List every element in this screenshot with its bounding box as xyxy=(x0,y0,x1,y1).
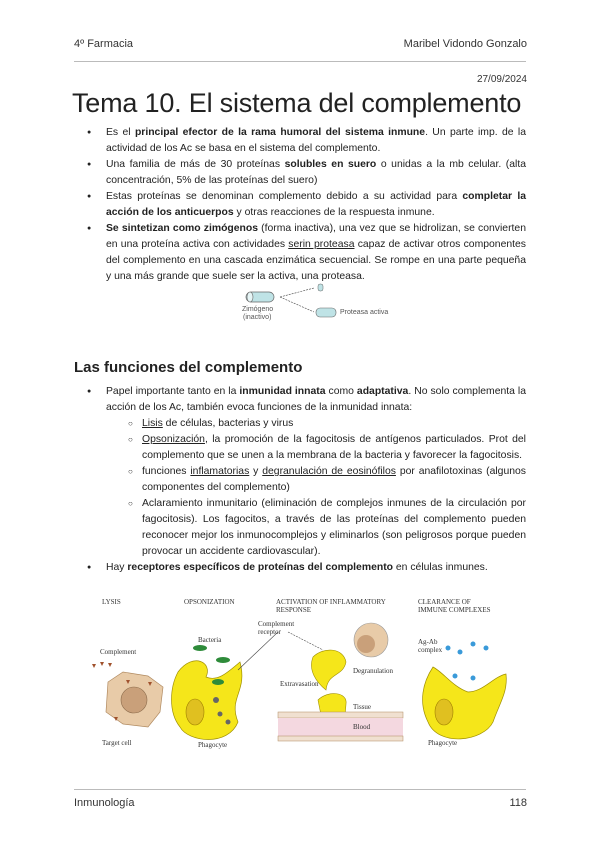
zymogen-label: Zimógeno xyxy=(242,306,274,313)
section-title: Las funciones del complemento xyxy=(74,359,303,376)
page-title: Tema 10. El sistema del complemento xyxy=(72,88,522,118)
header-course: 4º Farmacia xyxy=(74,38,134,50)
list-item: ● Estas proteínas se denominan complemento debido a su actividad para completar la acción de los anticuerpos y otras reacciones de la respuesta inmune. xyxy=(74,189,526,221)
active-protease-label: Proteasa activa xyxy=(340,309,389,316)
functions-list xyxy=(74,384,526,576)
caption-clearance-2: IMMUNE COMPLEXES xyxy=(418,606,491,614)
footer-divider xyxy=(74,789,526,790)
header-author: Maribel Vidondo Gonzalo xyxy=(403,38,527,50)
caption-inflammatory-1: ACTIVATION OF INFLAMMATORY xyxy=(276,598,386,606)
label-agab-1: Ag-Ab xyxy=(418,638,438,646)
label-tissue: Tissue xyxy=(353,703,372,711)
sub-list-item: ○ Aclaramiento inmunitario (eliminación de complejos inmunes de la circulación por fagocitosis). Los fagocitos, a través de las proteínas del complemento pueden reconocer mejor los inmunocomplejos y eliminarlos (son peligrosos porque pueden provocar un accidente cardiovascular). xyxy=(74,496,526,560)
caption-opsonization: OPSONIZATION xyxy=(184,598,235,606)
header-divider xyxy=(74,61,526,62)
list-item: ● Una familia de más de 30 proteínas solubles en suero o unidas a la mb celular. (alta concentración, 5% de las proteínas del suero) xyxy=(74,157,526,189)
sub-list-item: ○ funciones inflamatorias y degranulación de eosinófilos por anafilotoxinas (algunos componentes del complemento) xyxy=(74,464,526,496)
caption-inflammatory-2: RESPONSE xyxy=(276,606,312,614)
label-complement: Complement xyxy=(100,648,137,656)
label-extravasation: Extravasation xyxy=(280,680,319,688)
list-item: ● Papel importante tanto en la inmunidad innata como adaptativa. No solo complementa la acción de los Ac, también evoca funciones de la inmunidad innata: xyxy=(74,384,526,416)
caption-clearance-1: CLEARANCE OF xyxy=(418,598,471,606)
page-number: 118 xyxy=(509,797,527,809)
sub-list-item: ○ Lisis de células, bacterias y virus xyxy=(74,416,526,432)
complement-functions-figure xyxy=(88,592,518,757)
label-complement-receptor-1: Complement xyxy=(258,620,295,628)
label-phagocyte: Phagocyte xyxy=(198,741,228,749)
list-item: ● Hay receptores específicos de proteínas del complemento en células inmunes. xyxy=(74,560,526,576)
footer-subject: Inmunología xyxy=(74,797,135,809)
label-bacteria: Bacteria xyxy=(198,636,222,644)
label-degranulation: Degranulation xyxy=(353,667,394,675)
list-item: ● Es el principal efector de la rama humoral del sistema inmune. Un parte imp. de la actividad de los Ac se basa en el sistema del complemento. xyxy=(74,125,526,157)
zymogen-diagram xyxy=(238,282,389,328)
date: 27/09/2024 xyxy=(476,74,527,85)
label-agab-2: complex xyxy=(418,646,443,654)
label-blood: Blood xyxy=(353,723,371,731)
intro-list xyxy=(74,125,526,285)
list-item: ● Se sintetizan como zimógenos (forma inactiva), una vez que se hidrolizan, se convierten en una proteína activa con actividades serin proteasa capaz de activar otros componentes del complemento en una cascada enzimática secuencial. Se rompe en una parte pequeña y una más grande que suele ser la activa, una proteasa. xyxy=(74,221,526,285)
caption-lysis: LYSIS xyxy=(102,598,121,606)
label-phagocyte-2: Phagocyte xyxy=(428,739,458,747)
label-target-cell: Target cell xyxy=(102,739,132,747)
label-complement-receptor-2: receptor xyxy=(258,628,281,636)
sub-list-item: ○ Opsonización, la promoción de la fagocitosis de antígenos particulados. Prot del complemento que se unen a la membrana de la bacteria y favorecer la fagocitosis. xyxy=(74,432,526,464)
inactive-label: (inactivo) xyxy=(243,314,272,321)
